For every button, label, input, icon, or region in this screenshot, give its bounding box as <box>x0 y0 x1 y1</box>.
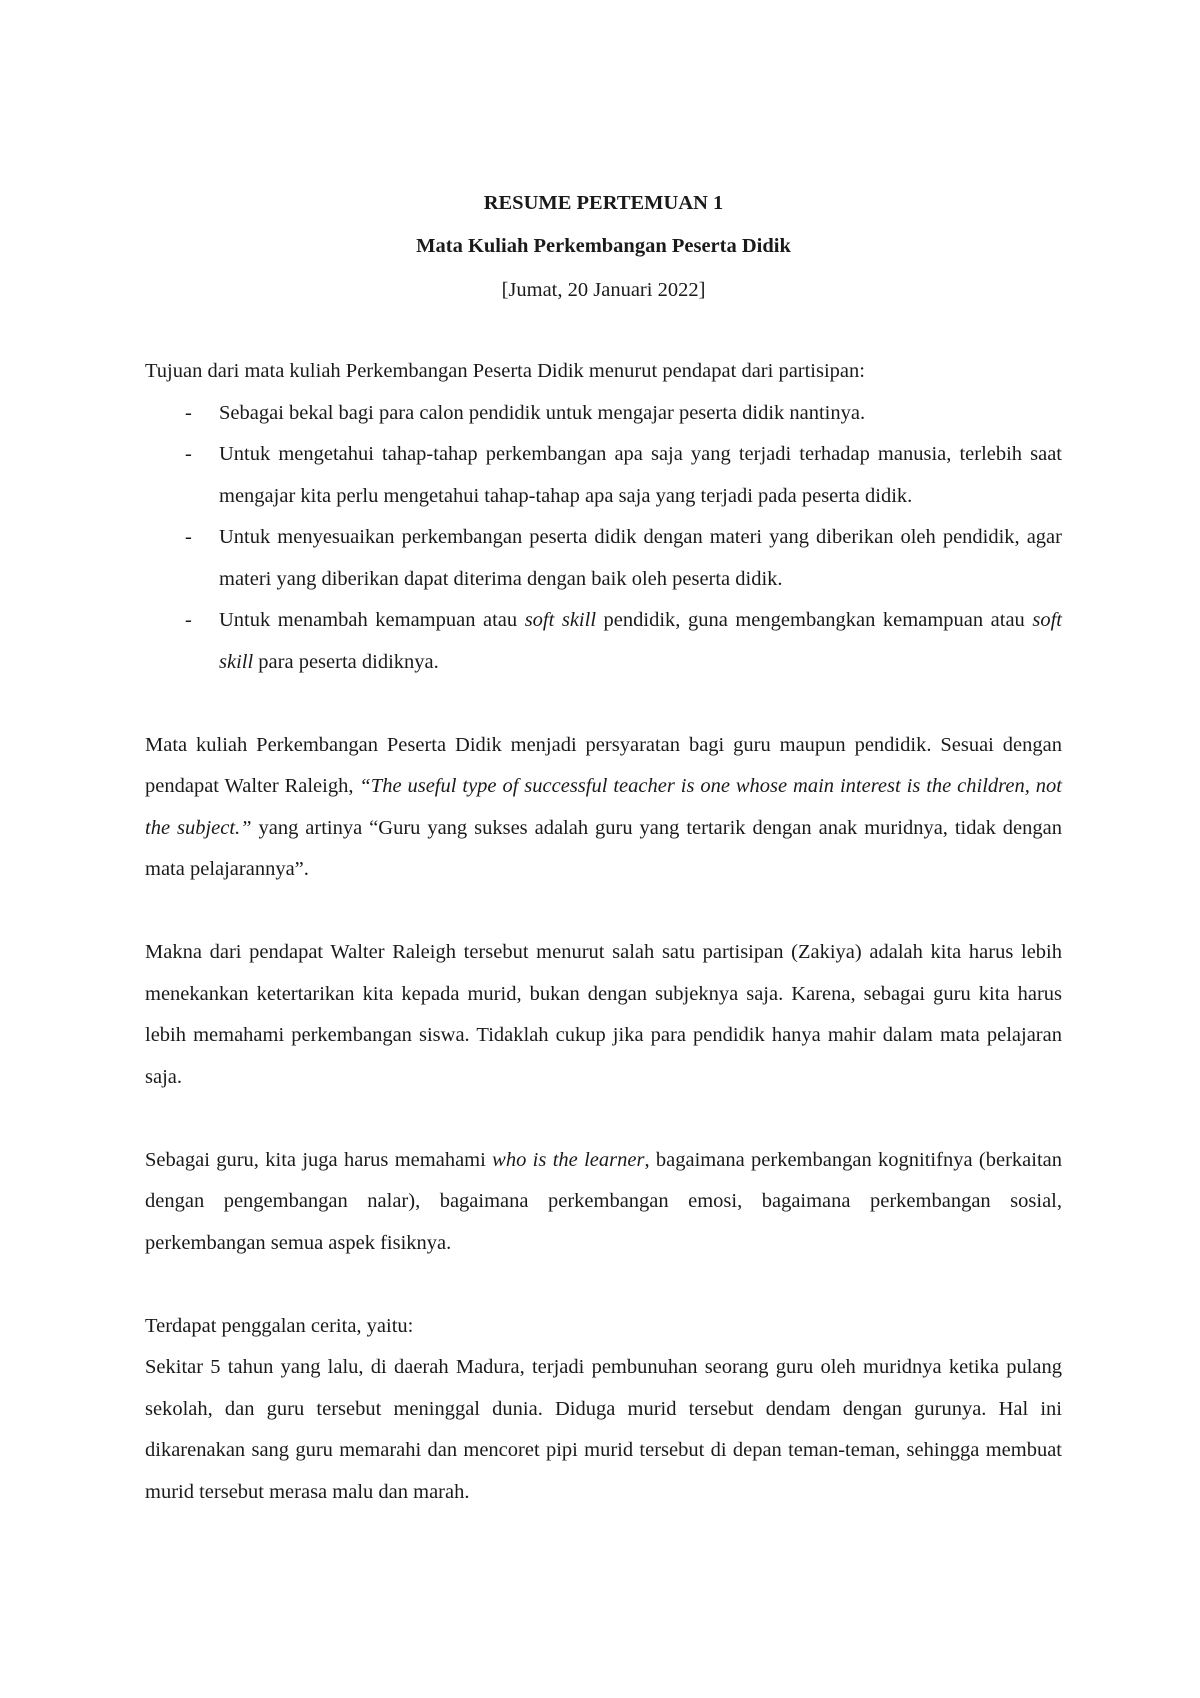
emphasis-term: soft skill <box>524 609 597 631</box>
list-item <box>145 600 1062 683</box>
dash-bullet: - <box>185 526 192 548</box>
paragraph-gap <box>145 1098 1062 1140</box>
goal-text: Untuk menambah kemampuan atau <box>219 609 525 631</box>
story-intro: Terdapat penggalan cerita, yaitu: <box>145 1314 414 1337</box>
goal-text: Untuk mengetahui tahap-tahap perkembangan apa saja yang terjadi terhadap manusia, terlebih saat mengajar kita perlu mengetahui tahap-tahap apa saja yang terjadi pada peserta didik. <box>219 443 1062 507</box>
dash-bullet: - <box>185 443 192 465</box>
document-title: RESUME PERTEMUAN 1 <box>483 192 724 214</box>
goals-list <box>145 393 1062 684</box>
goal-text: pendidik, guna mengembangkan kemampuan atau <box>596 609 1033 631</box>
goals-intro: Tujuan dari mata kuliah Perkembangan Peserta Didik menurut pendapat dari partisipan: <box>145 360 865 382</box>
goal-text: para peserta didiknya. <box>253 650 439 673</box>
paragraph-gap <box>145 891 1062 933</box>
paragraph-raleigh: Mata kuliah Perkembangan Peserta Didik menjadi persyaratan bagi guru maupun pendidik. Sesuai dengan pendapat Walter Raleigh, “The useful type of successful teacher is one whose main interest is the children, not the subject.” yang artinya “Guru yang sukses adalah guru yang tertarik dengan anak muridnya, tidak dengan mata pelajarannya”. <box>145 733 1062 880</box>
list-item <box>145 393 1062 435</box>
emphasis-term: who is the learner <box>492 1148 645 1171</box>
dash-bullet: - <box>185 609 192 631</box>
raleigh-quote: “The useful type of successful teacher is one whose main interest is the children, not the subject.” <box>145 775 1062 839</box>
paragraph-guru: Sebagai guru, kita juga harus memahami who is the learner, bagaimana perkembangan kognitifnya (berkaitan dengan pengembangan nalar), bagaimana perkembangan emosi, bagaimana perkembangan sosial, perkembangan semua aspek fisiknya. <box>145 1148 1062 1254</box>
paragraph-makna: Makna dari pendapat Walter Raleigh tersebut menurut salah satu partisipan (Zakiya) adalah kita harus lebih menekankan ketertarikan kita kepada murid, bukan dengan subjeknya saja. Karena, sebagai guru kita harus lebih memahami perkembangan siswa. Tidaklah cukup jika para pendidik hanya mahir dalam mata pelajaran saja. <box>145 941 1062 1088</box>
document-body <box>145 351 1062 1513</box>
story-paragraph: Sekitar 5 tahun yang lalu, di daerah Madura, terjadi pembunuhan seorang guru oleh muridnya ketika pulang sekolah, dan guru tersebut meninggal dunia. Diduga murid tersebut dendam dengan gurunya. Hal ini dikarenakan sang guru memarahi dan mencoret pipi murid tersebut di depan teman-teman, sehingga membuat murid tersebut merasa malu dan marah. <box>145 1356 1062 1503</box>
paragraph-gap <box>145 683 1062 725</box>
emphasis-term: soft skill <box>219 609 1062 673</box>
meeting-date: [Jumat, 20 Januari 2022] <box>501 279 706 301</box>
list-item <box>145 434 1062 517</box>
course-name: Mata Kuliah Perkembangan Peserta Didik <box>416 235 791 257</box>
list-item <box>145 517 1062 600</box>
paragraph-gap <box>145 1264 1062 1306</box>
goal-text: Untuk menyesuaikan perkembangan peserta didik dengan materi yang diberikan oleh pendidik, agar materi yang diberikan dapat diterima dengan baik oleh peserta didik. <box>219 526 1062 590</box>
dash-bullet: - <box>185 401 192 424</box>
goal-text: Sebagai bekal bagi para calon pendidik untuk mengajar peserta didik nantinya. <box>219 401 866 424</box>
